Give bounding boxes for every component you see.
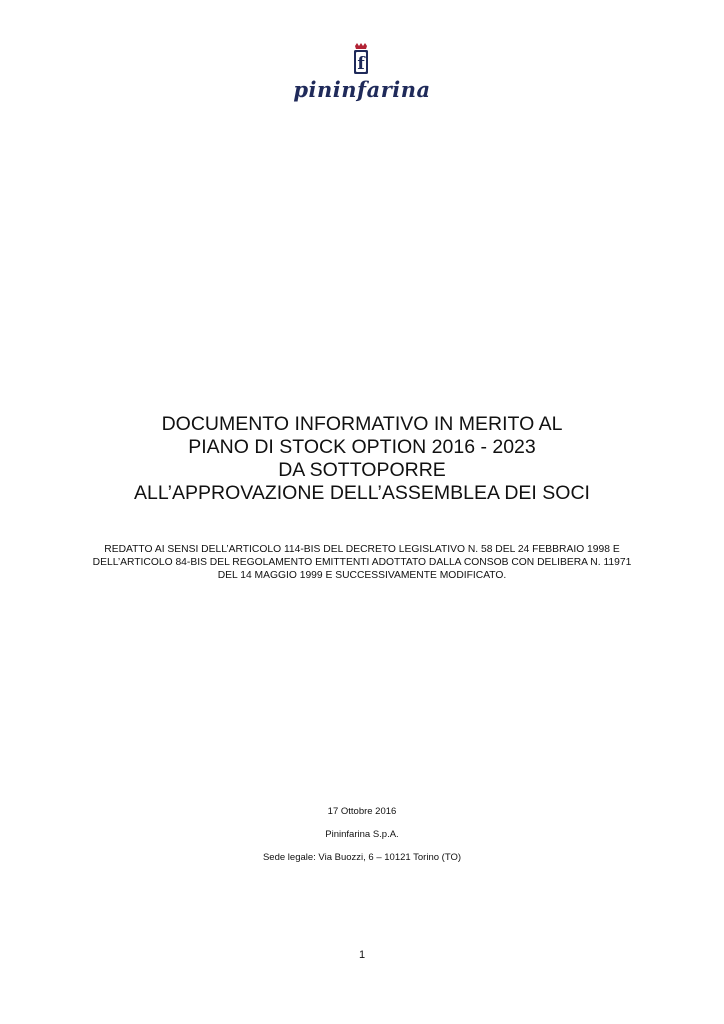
pininfarina-logo-icon [282, 42, 442, 102]
svg-text:f: f [357, 54, 365, 74]
document-title [0, 413, 724, 505]
svg-text:pininfarina: pininfarina [293, 77, 431, 102]
subtitle-line: DELL’ARTICOLO 84-BIS DEL REGOLAMENTO EMITTENTI ADOTTATO DALLA CONSOB CON DELIBERA N. 11971 [92, 557, 632, 568]
company-name: Pininfarina S.p.A. [325, 829, 399, 840]
page-number: 1 [358, 949, 366, 961]
subtitle-line: REDATTO AI SENSI DELL’ARTICOLO 114-BIS DEL DECRETO LEGISLATIVO N. 58 DEL 24 FEBBRAIO 1998 E [104, 544, 620, 555]
document-date: 17 Ottobre 2016 [327, 806, 397, 817]
title-line: ALL’APPROVAZIONE DELL’ASSEMBLEA DEI SOCI [134, 482, 590, 504]
title-line: PIANO DI STOCK OPTION 2016 - 2023 [188, 436, 536, 458]
title-line: DOCUMENTO INFORMATIVO IN MERITO AL [161, 413, 563, 435]
title-line: DA SOTTOPORRE [278, 459, 446, 481]
subtitle-line: DEL 14 MAGGIO 1999 E SUCCESSIVAMENTE MODIFICATO. [217, 570, 507, 581]
document-subtitle [0, 543, 724, 582]
pininfarina-logo [282, 42, 442, 102]
registered-address: Sede legale: Via Buozzi, 6 – 10121 Torino (TO) [262, 852, 462, 863]
